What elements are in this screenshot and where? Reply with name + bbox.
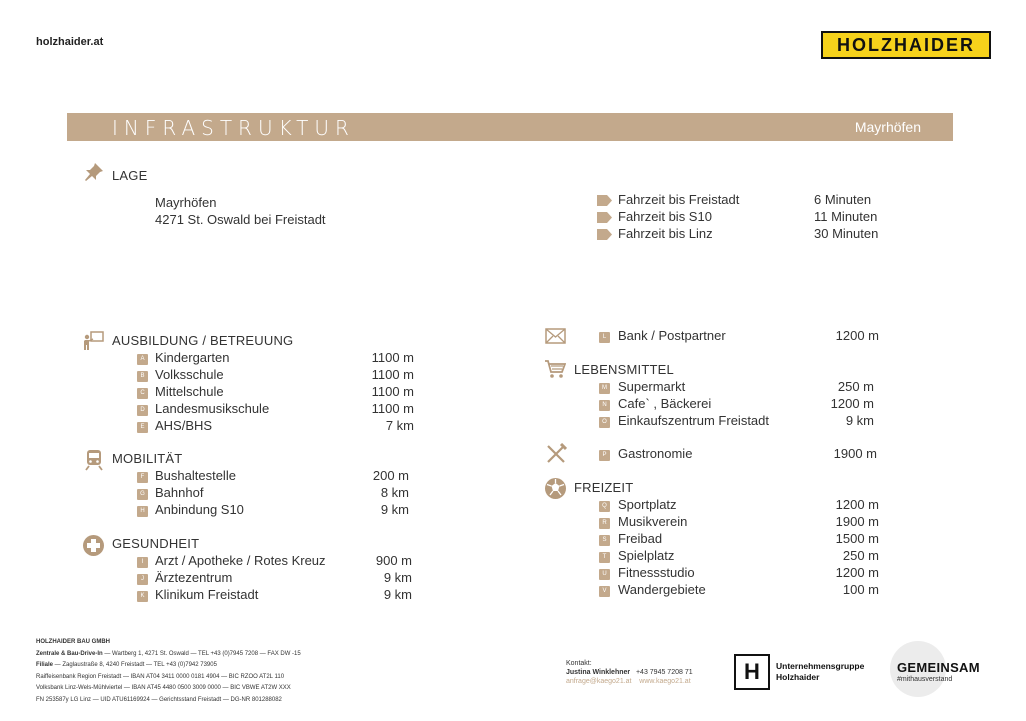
- footer-l5: FN 253587y LG Linz — UID ATU61169924 — Gerichtsstand Freistadt — DG-NR 801288082: [36, 696, 282, 703]
- item-label: Einkaufszentrum Freistadt: [618, 413, 770, 428]
- group-line2: Holzhaider: [776, 672, 820, 682]
- group-line1: Unternehmensgruppe: [776, 661, 865, 671]
- letter-badge: A: [137, 354, 148, 365]
- freizeit-heading: FREIZEIT: [574, 480, 634, 495]
- item-value: 9 km: [383, 570, 412, 585]
- footer-company: HOLZHAIDER BAU GMBH: [36, 639, 110, 645]
- lage-heading: LAGE: [112, 168, 148, 183]
- lebensmittel-heading: LEBENSMITTEL: [574, 362, 674, 377]
- letter-badge: O: [599, 417, 610, 428]
- letter-badge: P: [599, 450, 610, 461]
- arrow-tag-icon: [597, 229, 612, 240]
- item-value: 250 m: [842, 548, 879, 563]
- contact-web[interactable]: www.kaego21.at: [639, 678, 691, 685]
- letter-badge: B: [137, 371, 148, 382]
- item-value: 100 m: [842, 582, 879, 597]
- location-label: Mayrhöfen: [854, 119, 921, 135]
- item-value: 1900 m: [835, 514, 879, 529]
- gemeinsam-logo: GEMEINSAM: [897, 660, 980, 675]
- item-label: Wandergebiete: [618, 582, 706, 597]
- letter-badge: F: [137, 472, 148, 483]
- item-label: Sportplatz: [618, 497, 677, 512]
- item-label: Klinikum Freistadt: [155, 587, 259, 602]
- arrow-tag-icon: [597, 212, 612, 223]
- letter-badge: V: [599, 586, 610, 597]
- footer-l1: — Wartberg 1, 4271 St. Oswald — TEL +43 (0)7945 7208 — FAX DW -15: [102, 650, 301, 657]
- item-label: Kindergarten: [155, 350, 230, 365]
- footer-l1-bold: Zentrale & Bau-Drive-In: [36, 650, 103, 657]
- fahrzeit-value: 30 Minuten: [814, 226, 879, 241]
- lage-line2: 4271 St. Oswald bei Freistadt: [155, 212, 326, 227]
- contact-email[interactable]: anfrage@kaego21.at: [566, 678, 632, 685]
- item-label: Bushaltestelle: [155, 468, 236, 483]
- mail-icon: [545, 328, 566, 344]
- letter-badge: Q: [599, 501, 610, 512]
- item-label: Gastronomie: [618, 446, 693, 461]
- train-icon: [84, 449, 104, 471]
- ausbildung-heading: AUSBILDUNG / BETREUUNG: [112, 333, 294, 348]
- fahrzeit-value: 11 Minuten: [814, 209, 878, 224]
- gesundheit-heading: GESUNDHEIT: [112, 536, 200, 551]
- item-label: Cafe` , Bäckerei: [618, 396, 712, 411]
- item-label: Arzt / Apotheke / Rotes Kreuz: [155, 553, 326, 568]
- letter-badge: J: [137, 574, 148, 585]
- item-value: 1900 m: [833, 446, 877, 461]
- cutlery-icon: [545, 443, 567, 465]
- football-icon: [544, 477, 567, 500]
- item-label: Supermarkt: [618, 379, 686, 394]
- item-label: Bahnhof: [155, 485, 204, 500]
- item-label: Musikverein: [618, 514, 688, 529]
- item-value: 1100 m: [371, 350, 414, 365]
- item-label: Landesmusikschule: [155, 401, 270, 416]
- item-value: 7 km: [385, 418, 414, 433]
- item-value: 1500 m: [835, 531, 879, 546]
- fahrzeit-label: Fahrzeit bis S10: [618, 209, 712, 224]
- mobilitaet-heading: MOBILITÄT: [112, 451, 183, 466]
- group-logo-box: H: [734, 654, 770, 690]
- lage-line1: Mayrhöfen: [155, 195, 217, 210]
- group-name: [776, 661, 864, 683]
- letter-badge: G: [137, 489, 148, 500]
- letter-badge: E: [137, 422, 148, 433]
- gemeinsam-hashtag: #mithausverstand: [897, 676, 953, 683]
- letter-badge: I: [137, 557, 148, 568]
- fahrzeit-label: Fahrzeit bis Linz: [618, 226, 713, 241]
- item-value: 1100 m: [371, 401, 414, 416]
- holzhaider-logo: HOLZHAIDER: [821, 31, 991, 59]
- letter-badge: D: [137, 405, 148, 416]
- footer-company-info: [36, 637, 301, 706]
- letter-badge: R: [599, 518, 610, 529]
- letter-badge: C: [137, 388, 148, 399]
- item-value: 9 km: [380, 502, 409, 517]
- footer-l3: Raiffeisenbank Region Freistadt — IBAN AT04 3411 0000 0181 4904 — BIC RZOO AT2L 110: [36, 673, 285, 680]
- letter-badge: H: [137, 506, 148, 517]
- item-value: 9 km: [383, 587, 412, 602]
- contact-block: [566, 659, 693, 686]
- contact-label: Kontakt:: [566, 660, 592, 667]
- letter-badge: N: [599, 400, 610, 411]
- shopping-cart-icon: [544, 359, 566, 379]
- item-label: AHS/BHS: [155, 418, 213, 433]
- letter-badge: K: [137, 591, 148, 602]
- contact-phone: +43 7945 7208 71: [635, 669, 693, 676]
- letter-badge: M: [599, 383, 610, 394]
- footer-l2: — Zaglaustraße 8, 4240 Freistadt — TEL +43 (0)7942 73905: [53, 662, 217, 668]
- item-label: Anbindung S10: [155, 502, 244, 517]
- teacher-board-icon: [83, 330, 105, 352]
- page-title: INFRASTRUKTUR: [112, 116, 355, 140]
- item-value: 1100 m: [371, 367, 414, 382]
- item-value: 900 m: [375, 553, 412, 568]
- letter-badge: U: [599, 569, 610, 580]
- item-label: Volksschule: [155, 367, 224, 382]
- item-value: 8 km: [380, 485, 409, 500]
- item-label: Spielplatz: [618, 548, 675, 563]
- item-value: 1100 m: [371, 384, 414, 399]
- fahrzeit-value: 6 Minuten: [814, 192, 872, 207]
- site-url[interactable]: holzhaider.at: [36, 36, 104, 48]
- letter-badge: S: [599, 535, 610, 546]
- item-value: 1200 m: [835, 328, 879, 343]
- title-banner: [67, 113, 953, 141]
- footer-l4: Volksbank Linz-Wels-Mühlviertel — IBAN AT45 4480 0500 3009 0000 — BIC VBWE AT2W XXX: [36, 685, 291, 691]
- item-label: Freibad: [618, 531, 663, 546]
- pin-icon: [84, 162, 104, 182]
- item-label: Mittelschule: [155, 384, 224, 399]
- item-value: 1200 m: [835, 565, 879, 580]
- contact-name: Justina Winklehner: [566, 669, 631, 676]
- item-value: 1200 m: [830, 396, 874, 411]
- medical-cross-icon: [82, 534, 105, 557]
- item-label: Bank / Postpartner: [618, 328, 726, 343]
- item-label: Fitnessstudio: [618, 565, 695, 580]
- letter-badge: T: [599, 552, 610, 563]
- item-value: 9 km: [845, 413, 874, 428]
- item-value: 250 m: [837, 379, 874, 394]
- item-label: Ärztezentrum: [155, 570, 233, 585]
- item-value: 1200 m: [835, 497, 879, 512]
- letter-badge: L: [599, 332, 610, 343]
- arrow-tag-icon: [597, 195, 612, 206]
- item-value: 200 m: [372, 468, 409, 483]
- footer-l2-bold: Filiale: [36, 662, 54, 668]
- fahrzeit-label: Fahrzeit bis Freistadt: [618, 192, 740, 207]
